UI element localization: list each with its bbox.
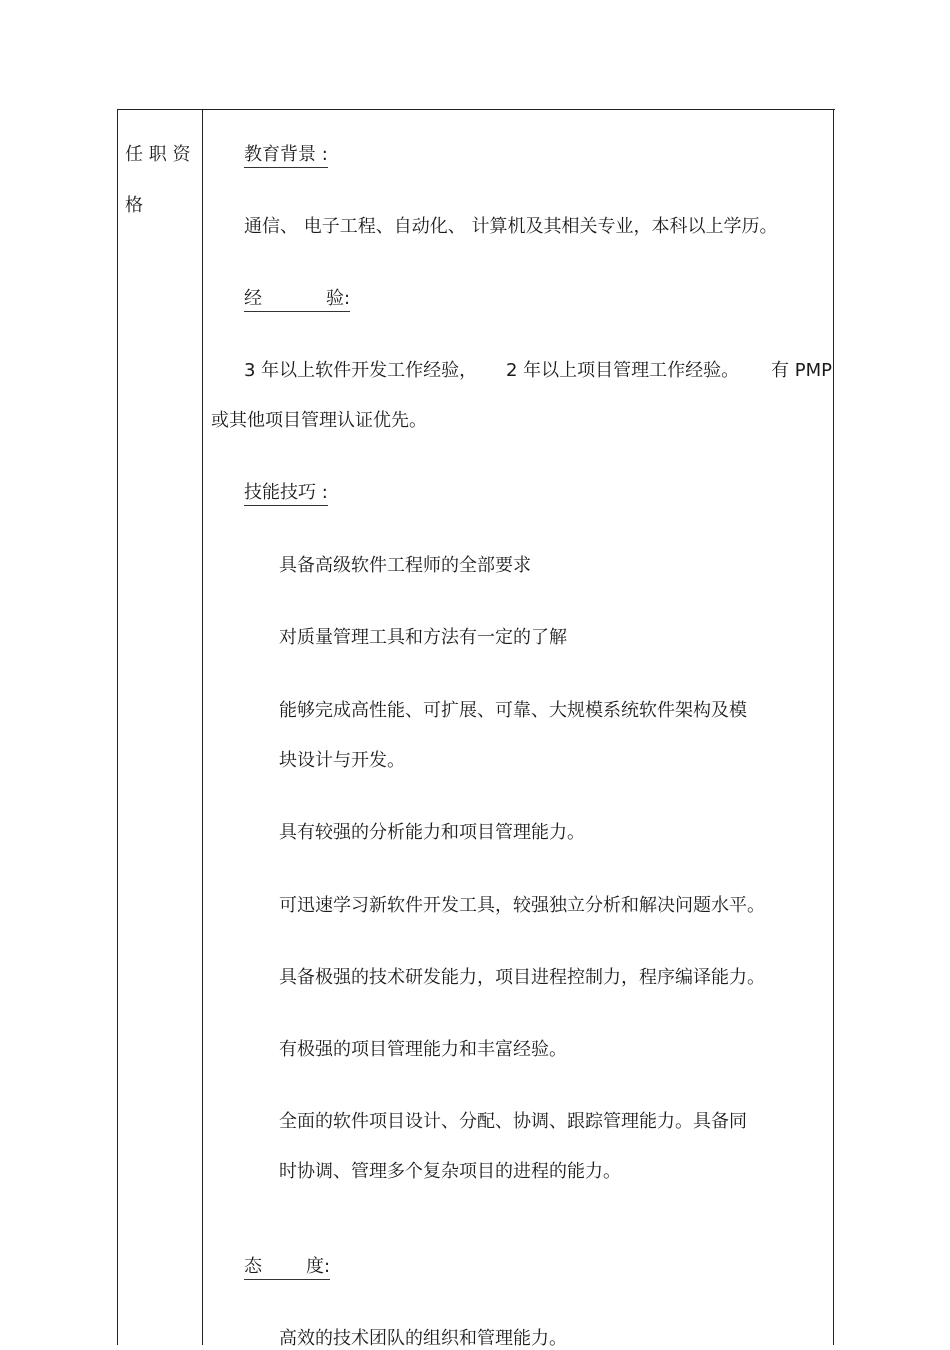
education-heading [244, 144, 328, 166]
experience-text-b: 2 年以上项目管理工作经验。 [506, 360, 740, 381]
skills-heading-text: 技能技巧 : [244, 482, 328, 506]
skill-item: 具有较强的分析能力和项目管理能力。 [279, 822, 585, 843]
skill-item: 能够完成高性能、可扩展、可靠、大规模系统软件架构及模 [279, 700, 747, 721]
skill-item: 有极强的项目管理能力和丰富经验。 [279, 1039, 567, 1060]
table-border-top [117, 109, 835, 110]
left-label-line1: 任 职 资 [125, 144, 191, 165]
skill-item: 可迅速学习新软件开发工具，较强独立分析和解决问题水平。 [279, 895, 765, 916]
experience-text-line2: 或其他项目管理认证优先。 [211, 410, 427, 431]
skills-heading [244, 482, 328, 504]
experience-heading-a: 经 [244, 288, 262, 309]
experience-heading [244, 288, 350, 310]
skill-item: 具备极强的技术研发能力，项目进程控制力，程序编译能力。 [279, 967, 765, 988]
skill-item: 对质量管理工具和方法有一定的了解 [279, 627, 567, 648]
left-label-line2: 格 [125, 195, 143, 216]
table-column-divider [202, 109, 203, 1345]
skill-item-continuation: 时协调、管理多个复杂项目的进程的能力。 [279, 1161, 621, 1182]
attitude-item: 高效的技术团队的组织和管理能力。 [279, 1328, 567, 1349]
skill-item-continuation: 块设计与开发。 [279, 750, 405, 771]
table-border-right [833, 109, 834, 1345]
experience-text-c: 有 PMP [771, 360, 832, 381]
experience-heading-b: 验: [326, 288, 351, 309]
experience-heading-text [244, 288, 350, 312]
education-text: 通信、 电子工程、自动化、 计算机及其相关专业，本科以上学历。 [244, 216, 778, 237]
skill-item: 全面的软件项目设计、分配、协调、跟踪管理能力。具备同 [279, 1111, 747, 1132]
attitude-heading-text [244, 1256, 330, 1280]
table-border-left [117, 109, 118, 1345]
education-heading-text: 教育背景 : [244, 144, 328, 168]
experience-text-a: 3 年以上软件开发工作经验， [244, 360, 478, 381]
attitude-heading-a: 态 [244, 1256, 262, 1277]
skill-item: 具备高级软件工程师的全部要求 [279, 555, 531, 576]
attitude-heading [244, 1256, 330, 1278]
attitude-heading-b: 度: [306, 1256, 331, 1277]
